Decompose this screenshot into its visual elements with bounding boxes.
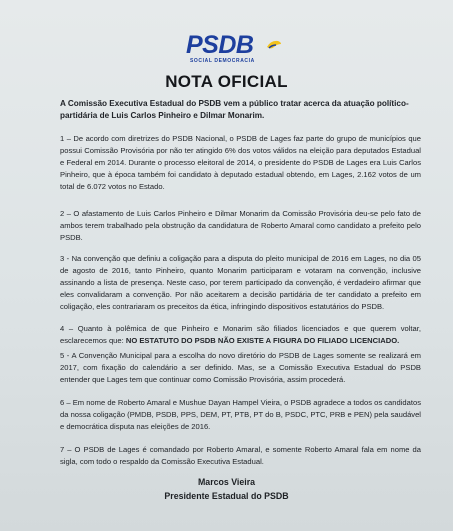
toucan-icon <box>266 38 282 52</box>
signature-role: Presidente Estadual do PSDB <box>164 491 289 501</box>
paragraph-7: 7 – O PSDB de Lages é comandado por Roberto Amaral, e somente Roberto Amaral fala em nome da sigla, com todo o respaldo da Comissão Executiva Estadual. <box>60 445 421 466</box>
psdb-logo <box>186 32 282 70</box>
logo-subtitle: SOCIAL DEMOCRACIA <box>190 58 255 64</box>
document-title: NOTA OFICIAL <box>165 72 288 91</box>
paragraph-4 <box>60 323 421 347</box>
paragraph-4-text: 4 – Quanto à polêmica de que Pinheiro e Monarim são filiados licenciados e que querem voltar, esclarecemos que: <box>60 324 421 345</box>
signature-name: Marcos Vieira <box>197 477 256 487</box>
paragraph-1: 1 – De acordo com diretrizes do PSDB Nacional, o PSDB de Lages faz parte do grupo de municípios que possui Comissão Provisória por não ter atingido 6% dos votos válidos na eleição para deputados Estadual e Federal em 2014. Durante o processo eleitoral de 2014, o presidente do PSDB de Lages era Luis Carlos Pinheiro, que à época também foi candidato à deputado estadual obtendo, em Lages, 2.162 votos de um total de 6.072 votos no Estado. <box>60 134 421 191</box>
paragraph-3: 3 - Na convenção que definiu a coligação para a disputa do pleito municipal de 2016 em Lages, no dia 05 de agosto de 2016, tanto Pinheiro, quanto Monarim participaram e votaram na convenção, inclusive assinando a lista de presença. Neste caso, por terem participado da convenção, é verdadeiro afirmar que eles convalidaram a convenção. Por não aceitarem a decisão partidária de ter candidato a prefeito em coligação, eles contrariaram os preceitos da ética, infringindo dispositivos estatutários do PSDB. <box>60 254 421 311</box>
paragraph-4-bold: NO ESTATUTO DO PSDB NÃO EXISTE A FIGURA DO FILIADO LICENCIADO. <box>125 335 400 345</box>
paragraph-2: 2 – O afastamento de Luis Carlos Pinheiro e Dilmar Monarim da Comissão Provisória deu-se pelo fato de ambos terem trabalhado pela obstrução da candidatura de Roberto Amaral como candidato a prefeito pelo PSDB. <box>60 209 421 242</box>
paragraph-5: 5 - A Convenção Municipal para a escolha do novo diretório do PSDB de Lages somente se realizará em 2017, com fixação do calendário a ser definido. Mas, se a Comissão Executiva Estadual do PSDB entender que Lages tem que continuar como Comissão Provisória, assim procederá. <box>60 351 421 384</box>
paragraph-6: 6 – Em nome de Roberto Amaral e Mushue Dayan Hampel Vieira, o PSDB agradece a todos os candidatos da nossa coligação (PMDB, PSDB, PPS, DEM, PT, PTB, PT do B, PSDC, PTC, PRB e PEN) pela saudável e democrática disputa nas eleições de 2016. <box>60 398 421 431</box>
logo-wordmark: PSDB <box>186 31 254 59</box>
intro-statement: A Comissão Executiva Estadual do PSDB vem a público tratar acerca da atuação político-partidária de Luis Carlos Pinheiro e Dilmar Monarim. <box>60 99 409 120</box>
